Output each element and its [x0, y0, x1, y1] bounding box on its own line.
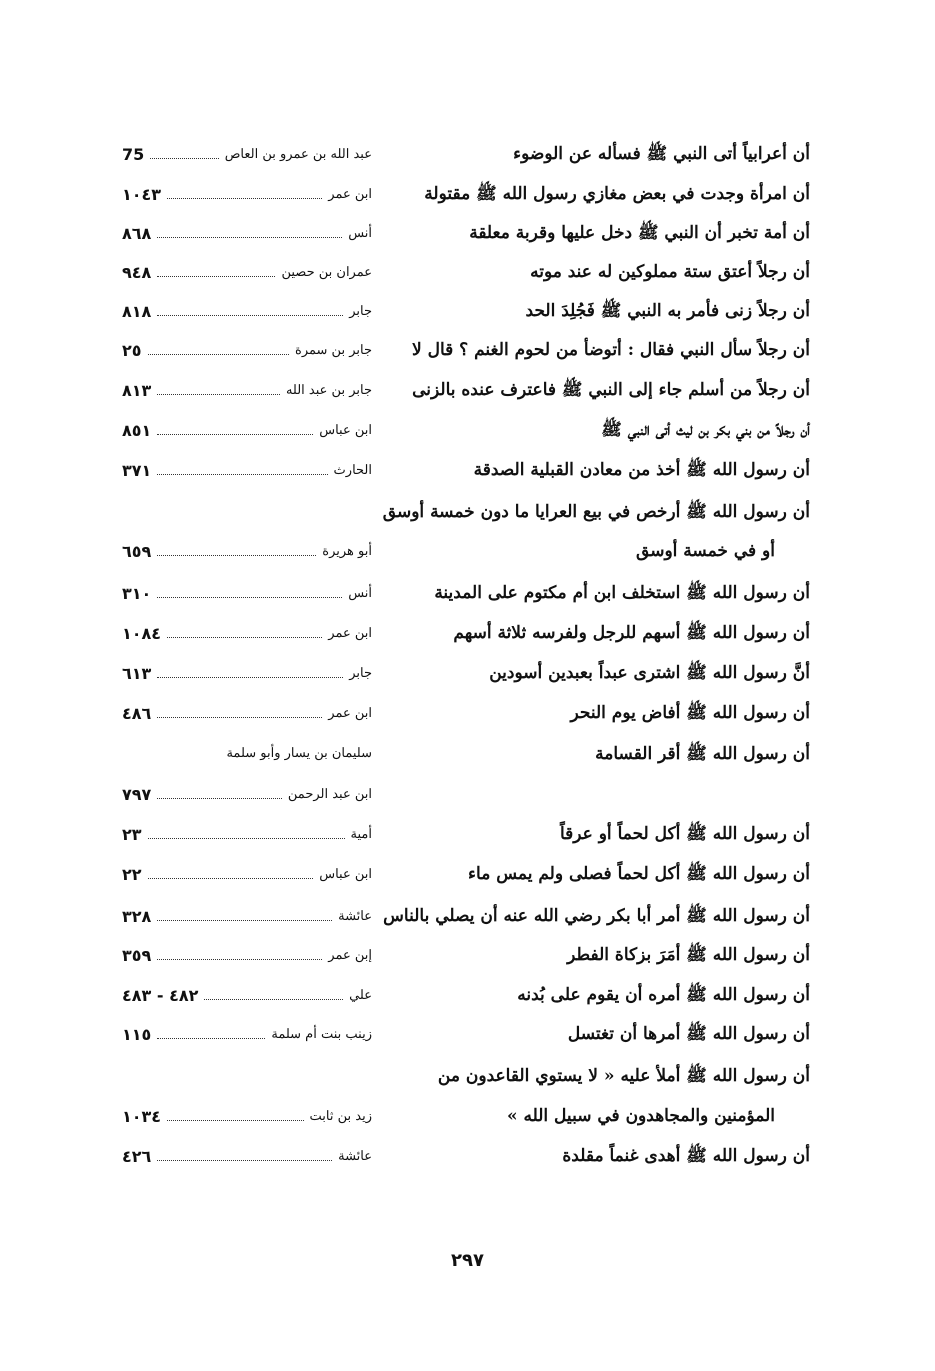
hadith-text: أن رسول الله ﷺ أرخص في بيع العرايا ما دون خمسة أوسق — [382, 502, 810, 522]
narrator-name: جابر — [349, 665, 372, 681]
dot-leader — [167, 1120, 303, 1121]
page-reference: 75 — [122, 144, 145, 164]
dot-leader — [167, 637, 322, 638]
index-entry — [0, 814, 935, 854]
index-entry — [0, 450, 935, 490]
index-entry — [0, 174, 935, 214]
dot-leader — [157, 920, 332, 921]
page-reference: ١٠٨٤ — [122, 623, 162, 643]
reference — [122, 410, 372, 450]
narrator-name: عبد الله بن عمرو بن العاص — [224, 146, 372, 162]
hadith-text: أن رسول الله ﷺ أكل لحماً أو عرقاً — [559, 824, 810, 844]
page-reference: ٨١٣ — [122, 380, 152, 400]
narrator-name: ابن عباس — [319, 422, 372, 438]
page-number: ٢٩٧ — [451, 1250, 484, 1271]
page-reference: ٩٤٨ — [122, 262, 152, 282]
narrator-name: عائشة — [338, 908, 372, 924]
reference — [122, 653, 372, 693]
narrator-name: جابر بن عبد الله — [285, 382, 372, 398]
reference — [122, 1136, 372, 1176]
reference — [122, 531, 372, 571]
index-entry — [0, 213, 935, 253]
hadith-text: أن رسول الله ﷺ أخذ من معادن القبلية الصدقة — [473, 460, 810, 480]
page-reference: ٨٦٨ — [122, 223, 152, 243]
hadith-text: أن رسول الله ﷺ أكل لحماً فصلى ولم يمس ماء — [468, 864, 810, 884]
reference — [122, 450, 372, 490]
index-entry — [0, 252, 935, 292]
page-reference: ٤٨٦ — [122, 703, 152, 723]
dot-leader — [157, 474, 327, 475]
index-entry — [0, 774, 935, 814]
narrator-name: ابن عمر — [328, 705, 372, 721]
index-entry — [0, 734, 935, 774]
page-reference: ٤٢٦ — [122, 1146, 152, 1166]
index-entry — [0, 370, 935, 410]
page-reference: ٨٥١ — [122, 420, 152, 440]
index-entry — [0, 975, 935, 1015]
reference — [122, 693, 372, 733]
index-entry — [0, 935, 935, 975]
page-reference: ١١٥ — [122, 1024, 152, 1044]
hadith-text: أن أعرابياً أتى النبي ﷺ فسأله عن الوضوء — [513, 144, 810, 164]
hadith-text: أن رجلاً زنى فأمر به النبي ﷺ فَجُلِدَ الحد — [525, 301, 810, 321]
hadith-text: أن رسول الله ﷺ أقر القسامة — [595, 744, 810, 764]
hadith-text: أن امرأة وجدت في بعض مغازي رسول الله ﷺ مقتولة — [424, 184, 810, 204]
narrator-name: إبن عمر — [328, 947, 372, 963]
narrator-name: جابر — [349, 303, 372, 319]
dot-leader — [157, 237, 342, 238]
narrator-name: جابر بن سمرة — [295, 342, 372, 358]
dot-leader — [157, 597, 342, 598]
dot-leader — [167, 198, 322, 199]
dot-leader — [148, 838, 345, 839]
index-entry — [0, 492, 935, 532]
page-reference: ٤٨٢ - ٤٨٣ — [122, 985, 199, 1005]
dot-leader — [157, 276, 275, 277]
index-entry — [0, 1056, 935, 1096]
dot-leader — [157, 677, 343, 678]
reference — [122, 975, 372, 1015]
dot-leader — [157, 1038, 265, 1039]
hadith-text: أن رجلاً أعتق ستة مملوكين له عند موته — [530, 262, 810, 282]
hadith-text: أن أمة تخبر أن النبي ﷺ دخل عليها وقربة معلقة — [469, 223, 810, 243]
hadith-text: أن رسول الله ﷺ أمره أن يقوم على بُدنه — [517, 985, 810, 1005]
hadith-text-continuation: المؤمنين والمجاهدون في سبيل الله » — [506, 1106, 775, 1126]
page-reference: ٧٩٧ — [122, 784, 152, 804]
reference — [122, 291, 372, 331]
index-entry — [0, 330, 935, 370]
hadith-text: أن رسول الله ﷺ أملأ عليه « لا يستوي القاعدون من — [437, 1066, 810, 1086]
narrator-name: أنس — [348, 585, 372, 601]
reference — [122, 854, 372, 894]
reference — [122, 896, 372, 936]
index-entry — [0, 854, 935, 894]
index-entry — [0, 1136, 935, 1176]
narrator-name: أبو هريرة — [322, 543, 372, 559]
reference — [122, 134, 372, 174]
narrator-name: ابن عباس — [319, 866, 372, 882]
index-entry — [0, 410, 935, 450]
dot-leader — [157, 798, 282, 799]
narrator-name: أمية — [350, 826, 372, 842]
hadith-text: أن رسول الله ﷺ أسهم للرجل ولفرسه ثلاثة أسهم — [453, 623, 810, 643]
dot-leader — [157, 555, 316, 556]
page-reference: ٣٧١ — [122, 460, 152, 480]
reference — [122, 774, 372, 814]
page-reference: ٨١٨ — [122, 301, 152, 321]
page-reference: ٢٣ — [122, 824, 142, 844]
reference — [122, 252, 372, 292]
dot-leader — [157, 434, 313, 435]
dot-leader — [150, 158, 218, 159]
page-reference: ٦١٣ — [122, 663, 152, 683]
index-entry — [0, 531, 935, 571]
narrator-name: ابن عمر — [328, 625, 372, 641]
dot-leader — [157, 717, 322, 718]
page-reference: ٣١٠ — [122, 583, 152, 603]
reference — [122, 174, 372, 214]
page-reference: ٦٥٩ — [122, 541, 152, 561]
index-entry — [0, 693, 935, 733]
narrator-name: زيد بن ثابت — [309, 1108, 372, 1124]
hadith-text: أن رجلاً من بني بكر بن ليث أتى النبي ﷺ — [601, 420, 810, 440]
reference — [122, 1014, 372, 1054]
hadith-text: أن رسول الله ﷺ أهدى غنماً مقلدة — [562, 1146, 810, 1166]
dot-leader — [157, 959, 322, 960]
index-entry — [0, 653, 935, 693]
narrator-name: ابن عبد الرحمن — [287, 786, 372, 802]
index-entry — [0, 1014, 935, 1054]
hadith-text: أن رسول الله ﷺ استخلف ابن أم مكتوم على المدينة — [434, 583, 810, 603]
dot-leader — [148, 354, 290, 355]
index-entry — [0, 1096, 935, 1136]
page-reference: ١٠٤٣ — [122, 184, 162, 204]
page-reference: ٢٢ — [122, 864, 142, 884]
reference — [122, 935, 372, 975]
hadith-text: أن رسول الله ﷺ أمر أبا بكر رضي الله عنه أن يصلي بالناس — [383, 906, 810, 926]
page-reference: ٣٢٨ — [122, 906, 152, 926]
narrator-name: الحارث — [333, 462, 372, 478]
narrator-name-line: سليمان بن يسار وأبو سلمة — [226, 746, 372, 761]
narrator-name: أنس — [348, 225, 372, 241]
index-entry — [0, 896, 935, 936]
reference — [122, 213, 372, 253]
narrator-name: عائشة — [338, 1148, 372, 1164]
reference — [122, 1096, 372, 1136]
hadith-text: أن رسول الله ﷺ أفاض يوم النحر — [570, 703, 810, 723]
page-reference: ٣٥٩ — [122, 945, 152, 965]
hadith-text: أنَّ رسول الله ﷺ اشترى عبداً بعبدين أسودين — [489, 663, 810, 683]
index-entry — [0, 613, 935, 653]
index-entry — [0, 134, 935, 174]
hadith-text: أن رجلاً من أسلم جاء إلى النبي ﷺ فاعترف عنده بالزنى — [412, 380, 810, 400]
reference — [122, 330, 372, 370]
hadith-text: أن رسول الله ﷺ أمَرَ بزكاة الفطر — [567, 945, 810, 965]
hadith-text: أن رسول الله ﷺ أمرها أن تغتسل — [567, 1024, 810, 1044]
dot-leader — [204, 999, 343, 1000]
index-entry — [0, 573, 935, 613]
reference — [122, 573, 372, 613]
narrator-name: ابن عمر — [328, 186, 372, 202]
dot-leader — [157, 315, 343, 316]
reference — [122, 370, 372, 410]
index-entry — [0, 291, 935, 331]
dot-leader — [157, 394, 280, 395]
hadith-text-continuation: أو في خمسة أوسق — [636, 541, 775, 561]
narrator-name: علي — [349, 987, 372, 1003]
page-reference: ٢٥ — [122, 340, 142, 360]
hadith-text: أن رجلاً سأل النبي فقال : أتوضأ من لحوم الغنم ؟ قال لا — [411, 340, 810, 360]
narrator-name: عمران بن حصين — [281, 264, 372, 280]
reference — [122, 814, 372, 854]
page-reference: ١٠٣٤ — [122, 1106, 162, 1126]
dot-leader — [148, 878, 314, 879]
narrator-name: زينب بنت أم سلمة — [271, 1026, 372, 1042]
dot-leader — [157, 1160, 332, 1161]
reference — [122, 613, 372, 653]
